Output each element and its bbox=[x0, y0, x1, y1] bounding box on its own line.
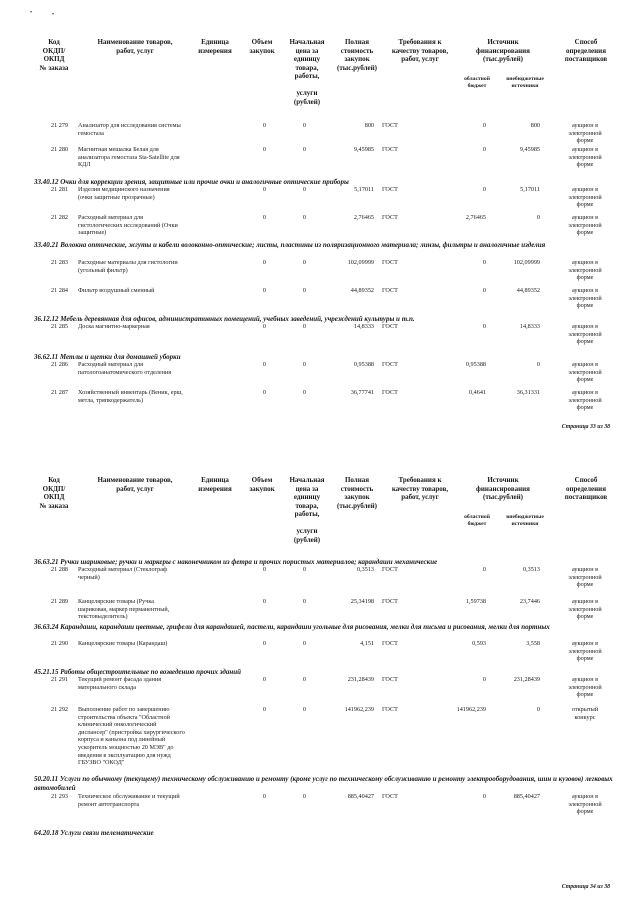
header-total: Полная стоимость закупок (тыс.рублей) bbox=[336, 38, 378, 72]
price-cell: 0 bbox=[302, 323, 306, 330]
total-cell: 14,8333 bbox=[353, 323, 374, 330]
volume-cell: 0 bbox=[262, 598, 266, 605]
section-title: Ручки шариковые; ручки и маркеры с наконечником из фетра и прочих пористых материалов; карандаши механические bbox=[60, 558, 438, 566]
extra-budget-cell: 36,31331 bbox=[516, 389, 540, 396]
section-code: 33.40.21 bbox=[34, 241, 59, 249]
item-name: Фильтр воздушный сменный bbox=[78, 287, 155, 294]
regional-budget-cell: 0 bbox=[482, 122, 486, 129]
item-name: Выполнение работ по завершению строительства объекта "Областной клинический онкологический диспансер" (пристройка хирургического корпуса и каньона под линейный ускоритель мощностью 20 МЭВ" до введения в эксплуатацию для нужд ГБУЗВО "ОКОД" bbox=[78, 706, 185, 767]
volume-cell: 0 bbox=[262, 146, 266, 153]
scan-mark: • bbox=[52, 12, 55, 18]
extra-budget-cell: 23,7446 bbox=[519, 598, 540, 605]
total-cell: 885,40427 bbox=[347, 793, 374, 800]
header-unit: Единица измерения bbox=[198, 476, 232, 493]
header-initial-price: Начальная цена за единицу товара, работы, услуги (рублей) bbox=[289, 476, 325, 544]
volume-cell: 0 bbox=[262, 676, 266, 683]
price-cell: 0 bbox=[302, 361, 306, 368]
extra-budget-cell: 0 bbox=[536, 706, 540, 713]
requirements-cell: ГОСТ bbox=[382, 676, 398, 683]
procurement-method-cell: аукцион в электронной форме bbox=[568, 389, 602, 412]
procurement-method-cell: аукцион в электронной форме bbox=[568, 146, 602, 169]
order-number: 21 293 bbox=[50, 793, 68, 800]
header-source-regional: областной бюджет bbox=[464, 514, 490, 527]
total-cell: 0,3513 bbox=[356, 566, 374, 573]
order-number: 21 289 bbox=[50, 598, 68, 605]
volume-cell: 0 bbox=[262, 389, 266, 396]
procurement-method-cell: аукцион в электронной форме bbox=[568, 361, 602, 384]
extra-budget-cell: 231,28439 bbox=[513, 676, 540, 683]
section-title: Услуги связи телематические bbox=[60, 829, 154, 837]
requirements-cell: ГОСТ bbox=[382, 186, 398, 193]
section-code: 36.63.21 bbox=[34, 558, 59, 566]
requirements-cell: ГОСТ bbox=[382, 793, 398, 800]
section-code: 64.20.18 bbox=[34, 829, 59, 837]
section-code: 33.40.12 bbox=[34, 178, 59, 186]
price-cell: 0 bbox=[302, 259, 306, 266]
regional-budget-cell: 1,59738 bbox=[465, 598, 486, 605]
order-number: 21 292 bbox=[50, 706, 68, 713]
procurement-method-cell: аукцион в электронной форме bbox=[568, 259, 602, 282]
header-code: Код ОКДП/ ОКПД № заказа bbox=[39, 38, 69, 72]
section-title: Мебель деревянная для офисов, административных помещений, учебных заведений, учреждений культуры и т.п. bbox=[60, 315, 415, 323]
section-code: 45.21.15 bbox=[34, 668, 59, 676]
total-cell: 102,09999 bbox=[347, 259, 374, 266]
order-number: 21 286 bbox=[50, 361, 68, 368]
regional-budget-cell: 0 bbox=[482, 287, 486, 294]
volume-cell: 0 bbox=[262, 361, 266, 368]
page-footer: Страница 34 из 38 bbox=[561, 884, 610, 890]
section-heading bbox=[34, 775, 620, 792]
section-title: Работы общестроительные по возведению прочих зданий bbox=[60, 668, 241, 676]
extra-budget-cell: 14,8333 bbox=[519, 323, 540, 330]
extra-budget-cell: 0 bbox=[536, 214, 540, 221]
order-number: 21 291 bbox=[50, 676, 68, 683]
item-name: Текущий ремонт фасада здания материального склада bbox=[78, 676, 162, 691]
total-cell: 9,45985 bbox=[353, 146, 374, 153]
header-name: Наименование товаров, работ, услуг bbox=[97, 476, 173, 493]
header-source-extra: внебюджетные источники bbox=[506, 514, 544, 527]
price-cell: 0 bbox=[302, 706, 306, 713]
header-method: Способ определения поставщиков bbox=[564, 476, 608, 501]
order-number: 21 284 bbox=[50, 287, 68, 294]
requirements-cell: ГОСТ bbox=[382, 122, 398, 129]
price-cell: 0 bbox=[302, 287, 306, 294]
volume-cell: 0 bbox=[262, 186, 266, 193]
regional-budget-cell: 0 bbox=[482, 793, 486, 800]
scan-mark: • bbox=[30, 10, 33, 16]
regional-budget-cell: 141962,239 bbox=[456, 706, 486, 713]
header-source-extra: внебюджетные источники bbox=[506, 76, 544, 89]
total-cell: 2,76465 bbox=[353, 214, 374, 221]
regional-budget-cell: 0 bbox=[482, 323, 486, 330]
order-number: 21 290 bbox=[50, 640, 68, 647]
requirements-cell: ГОСТ bbox=[382, 259, 398, 266]
total-cell: 36,77741 bbox=[350, 389, 374, 396]
section-title: Услуги по обычному (текущему) техническому обслуживанию и ремонту (кроме услуг по техническому обслуживанию и ремонту электрооборудования, шин и кузовов) легковых автомобилей bbox=[34, 775, 613, 792]
total-cell: 141962,239 bbox=[344, 706, 374, 713]
procurement-method-cell: аукцион в электронной форме bbox=[568, 287, 602, 310]
regional-budget-cell: 0,4641 bbox=[468, 389, 486, 396]
procurement-method-cell: аукцион в электронной форме bbox=[568, 793, 602, 816]
volume-cell: 0 bbox=[262, 122, 266, 129]
procurement-method-cell: аукцион в электронной форме bbox=[568, 323, 602, 346]
item-name: Хозяйственный инвентарь (Веник, ерш, метла, тряпкодержатель) bbox=[78, 389, 183, 404]
section-code: 36.62.11 bbox=[34, 353, 59, 361]
procurement-method-cell: аукцион в электронной форме bbox=[568, 598, 602, 621]
total-cell: 44,89352 bbox=[350, 287, 374, 294]
header-total: Полная стоимость закупок (тыс.рублей) bbox=[336, 476, 378, 510]
volume-cell: 0 bbox=[262, 706, 266, 713]
requirements-cell: ГОСТ bbox=[382, 287, 398, 294]
item-name: Канцелярские товары (Ручка шариковая, маркер перманентный, текстовыделитель) bbox=[78, 598, 170, 621]
requirements-cell: ГОСТ bbox=[382, 389, 398, 396]
price-cell: 0 bbox=[302, 389, 306, 396]
extra-budget-cell: 885,40427 bbox=[513, 793, 540, 800]
total-cell: 800 bbox=[364, 122, 374, 129]
regional-budget-cell: 0 bbox=[482, 676, 486, 683]
procurement-method-cell: аукцион в электронной форме bbox=[568, 640, 602, 663]
item-name: Расходный материал (Стеклограф черный) bbox=[78, 566, 167, 581]
price-cell: 0 bbox=[302, 214, 306, 221]
extra-budget-cell: 44,89352 bbox=[516, 287, 540, 294]
total-cell: 231,28439 bbox=[347, 676, 374, 683]
requirements-cell: ГОСТ bbox=[382, 214, 398, 221]
price-cell: 0 bbox=[302, 676, 306, 683]
extra-budget-cell: 102,09999 bbox=[513, 259, 540, 266]
item-name: Расходный материал для гистологических исследований (Очки защитные) bbox=[78, 214, 178, 237]
price-cell: 0 bbox=[302, 598, 306, 605]
volume-cell: 0 bbox=[262, 640, 266, 647]
volume-cell: 0 bbox=[262, 566, 266, 573]
header-method: Способ определения поставщиков bbox=[564, 38, 608, 63]
price-cell: 0 bbox=[302, 146, 306, 153]
volume-cell: 0 bbox=[262, 287, 266, 294]
header-code: Код ОКДП/ ОКПД № заказа bbox=[39, 476, 69, 510]
page-footer: Страница 33 из 38 bbox=[561, 424, 610, 430]
header-unit: Единица измерения bbox=[198, 38, 232, 55]
procurement-method-cell: аукцион в электронной форме bbox=[568, 566, 602, 589]
procurement-method-cell: аукцион в электронной форме bbox=[568, 214, 602, 237]
section-heading bbox=[34, 829, 620, 838]
header-requirements: Требования к качеству товаров, работ, услуг bbox=[391, 38, 449, 63]
extra-budget-cell: 9,45985 bbox=[519, 146, 540, 153]
order-number: 21 280 bbox=[50, 146, 68, 153]
section-code: 50.20.11 bbox=[34, 775, 59, 783]
extra-budget-cell: 800 bbox=[530, 122, 540, 129]
order-number: 21 283 bbox=[50, 259, 68, 266]
header-requirements: Требования к качеству товаров, работ, услуг bbox=[391, 476, 449, 501]
section-title: Волокна оптические, жгуты и кабели волоконно-оптические; листы, пластины из поляризационного материала; линзы, фильтры и аналогичные изделия bbox=[60, 241, 546, 249]
price-cell: 0 bbox=[302, 186, 306, 193]
item-name: Расходные материалы для гистологии (угольный фильтр) bbox=[78, 259, 178, 274]
requirements-cell: ГОСТ bbox=[382, 706, 398, 713]
regional-budget-cell: 0,593 bbox=[472, 640, 486, 647]
section-title: Карандаши, карандаши цветные, грифели для карандашей, пастели, карандаши угольные для рисования, мелки для письма и рисования, мелки для портных bbox=[60, 623, 550, 631]
price-cell: 0 bbox=[302, 793, 306, 800]
section-heading bbox=[34, 241, 620, 250]
order-number: 21 279 bbox=[50, 122, 68, 129]
order-number: 21 282 bbox=[50, 214, 68, 221]
extra-budget-cell: 3,558 bbox=[526, 640, 540, 647]
header-volume: Объем закупок bbox=[249, 476, 275, 493]
item-name: Техническое обслуживание и текущий ремонт автотранспорта bbox=[78, 793, 180, 808]
order-number: 21 288 bbox=[50, 566, 68, 573]
total-cell: 4,151 bbox=[360, 640, 374, 647]
procurement-method-cell: аукцион в электронной форме bbox=[568, 122, 602, 145]
section-title: Метлы и щетки для домашней уборки bbox=[59, 353, 181, 361]
regional-budget-cell: 0 bbox=[482, 566, 486, 573]
procurement-method-cell: открытый конкурс bbox=[571, 706, 599, 721]
price-cell: 0 bbox=[302, 566, 306, 573]
document-page-33 bbox=[0, 0, 640, 440]
item-name: Магнитная мешалка Белая для анализатора гемостаза Sta-Satellite для КДЛ bbox=[78, 146, 180, 169]
requirements-cell: ГОСТ bbox=[382, 146, 398, 153]
requirements-cell: ГОСТ bbox=[382, 598, 398, 605]
header-name: Наименование товаров, работ, услуг bbox=[97, 38, 173, 55]
requirements-cell: ГОСТ bbox=[382, 361, 398, 368]
total-cell: 5,17011 bbox=[354, 186, 374, 193]
total-cell: 0,95388 bbox=[353, 361, 374, 368]
section-title: Очки для коррекции зрения, защитные или прочие очки и аналогичные оптические приборы bbox=[60, 178, 349, 186]
order-number: 21 281 bbox=[50, 186, 68, 193]
section-code: 36.63.24 bbox=[34, 623, 59, 631]
order-number: 21 285 bbox=[50, 323, 68, 330]
item-name: Канцелярские товары (Карандаш) bbox=[78, 640, 168, 647]
extra-budget-cell: 0,3513 bbox=[522, 566, 540, 573]
price-cell: 0 bbox=[302, 640, 306, 647]
extra-budget-cell: 0 bbox=[536, 361, 540, 368]
order-number: 21 287 bbox=[50, 389, 68, 396]
procurement-method-cell: аукцион в электронной форме bbox=[568, 186, 602, 209]
section-heading bbox=[34, 623, 620, 632]
item-name: Анализатор для исследования системы гемостаза bbox=[78, 122, 181, 137]
header-initial-price: Начальная цена за единицу товара, работы, услуги (рублей) bbox=[289, 38, 325, 106]
document-page-34 bbox=[0, 440, 640, 905]
regional-budget-cell: 0 bbox=[482, 146, 486, 153]
volume-cell: 0 bbox=[262, 259, 266, 266]
requirements-cell: ГОСТ bbox=[382, 323, 398, 330]
header-source-regional: областной бюджет bbox=[464, 76, 490, 89]
item-name: Изделия медицинского назначения (очки защитные прозрачные) bbox=[78, 186, 170, 201]
total-cell: 25,34198 bbox=[350, 598, 374, 605]
extra-budget-cell: 5,17011 bbox=[520, 186, 540, 193]
price-cell: 0 bbox=[302, 122, 306, 129]
regional-budget-cell: 0,95388 bbox=[465, 361, 486, 368]
volume-cell: 0 bbox=[262, 323, 266, 330]
regional-budget-cell: 0 bbox=[482, 186, 486, 193]
header-source: Источник финансирования (тыс.рублей) bbox=[476, 476, 530, 501]
item-name: Доска магнитно-маркерная bbox=[78, 323, 150, 330]
regional-budget-cell: 0 bbox=[482, 259, 486, 266]
regional-budget-cell: 2,76465 bbox=[465, 214, 486, 221]
requirements-cell: ГОСТ bbox=[382, 640, 398, 647]
procurement-method-cell: аукцион в электронной форме bbox=[568, 676, 602, 699]
requirements-cell: ГОСТ bbox=[382, 566, 398, 573]
section-code: 36.12.12 bbox=[34, 315, 59, 323]
volume-cell: 0 bbox=[262, 214, 266, 221]
volume-cell: 0 bbox=[262, 793, 266, 800]
header-source: Источник финансирования (тыс.рублей) bbox=[476, 38, 530, 63]
item-name: Расходный материал для патологоанатомического отделения bbox=[78, 361, 172, 376]
header-volume: Объем закупок bbox=[249, 38, 275, 55]
